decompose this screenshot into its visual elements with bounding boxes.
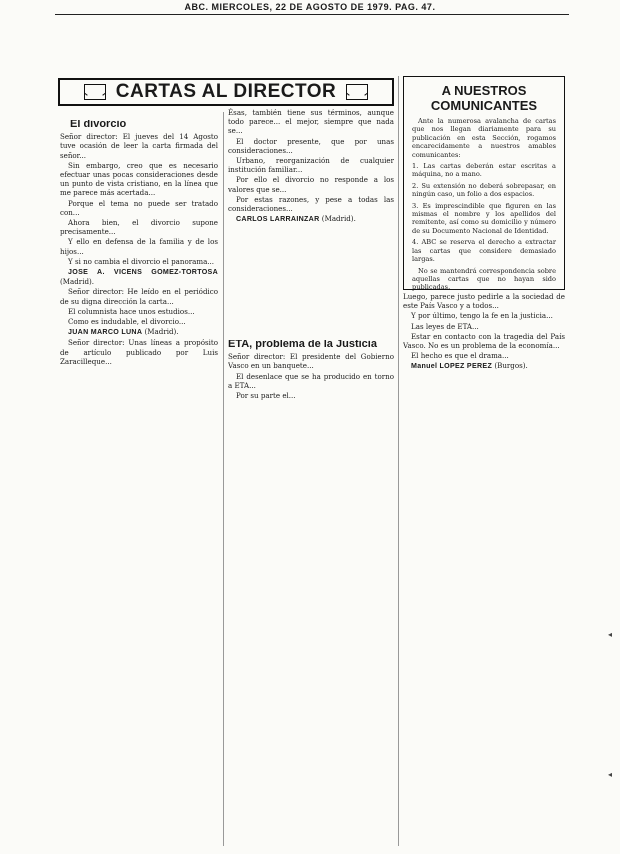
section-title: CARTAS AL DIRECTOR (115, 81, 337, 102)
paragraph: El columnista hace unos estudios... (68, 306, 195, 316)
section-banner (58, 78, 394, 106)
notice-title: A NUESTROS COMUNICANTES (430, 83, 538, 113)
signature-line (60, 267, 218, 286)
envelope-icon (346, 84, 368, 100)
divorce-title: El divorcio (70, 120, 127, 130)
column-2-eta (228, 340, 394, 846)
paragraph: Y ello en defensa de la familia y de los hijos... (60, 237, 218, 256)
notice-item: 4. ABC se reserva el derecho a extractar las cartas que considere demasiado largas. (412, 238, 556, 264)
notice-intro: Ante la numerosa avalancha de cartas que nos llegan diariamente para su publicación en esta Sección, rogamos encarecidamente a nuestros amables comunicantes: (412, 117, 556, 159)
margin-mark: ◂ (607, 770, 612, 779)
paragraph: Las leyes de ETA... (411, 321, 479, 331)
paragraph: Porque el tema no puede ser tratado con... (60, 198, 218, 217)
paragraph: Señor director: Unas líneas a propósito de artículo publicado por Luis Zaracilleque... (60, 338, 218, 366)
signature-line (60, 327, 218, 337)
envelope-icon (84, 84, 106, 100)
signature-place: (Burgos). (494, 361, 528, 371)
notice-item: 3. Es imprescindible que figuren en las mismas el nombre y los apellidos del remitente, así como su domicilio y número de su Documento Nacional de Identidad. (412, 201, 556, 235)
signature: CARLOS LARRAINZAR (236, 215, 320, 224)
paragraph: Señor director: El jueves del 14 Agosto tuve ocasión de leer la carta firmada del señor... (60, 132, 218, 160)
notice-item: 2. Su extensión no deberá sobrepasar, en ningún caso, un folio a dos espacios. (412, 181, 556, 199)
header-rule (55, 14, 569, 15)
column-divider (223, 112, 224, 846)
column-1 (60, 120, 218, 846)
paragraph: Por su parte el... (236, 391, 296, 401)
signature-line (403, 361, 565, 371)
signature-place: (Madrid). (321, 214, 356, 224)
paragraph: Urbano, reorganización de cualquier institución familiar... (228, 156, 394, 175)
signature-place: (Madrid). (144, 327, 179, 337)
paragraph: Señor director: He leído en el periódico de su digna dirección la carta... (60, 287, 218, 306)
paragraph: Por estas razones, y pese a todas las consideraciones... (228, 194, 394, 214)
paragraph: Y por último, tengo la fe en la justicia... (411, 311, 553, 321)
signature-place: (Madrid). (60, 277, 95, 287)
margin-mark: ◂ (607, 630, 612, 639)
column-divider (398, 76, 399, 846)
paragraph: Sin embargo, creo que es necesario efectuar unas pocas consideraciones desde un punto de vista cristiano, en la línea que me parece más acertada... (60, 160, 218, 198)
paragraph: Estar en contacto con la tragedia del País Vasco. No es un problema de la economía... (403, 331, 565, 351)
paragraph: Como es indudable, el divorcio... (68, 317, 186, 327)
notice-closing: No se mantendrá correspondencia sobre aquellas cartas que no hayan sido publicadas. (412, 266, 556, 292)
paragraph: El hecho es que el drama... (411, 351, 509, 361)
paragraph: Y si no cambia el divorcio el panorama... (68, 256, 215, 266)
column-2-top (228, 108, 394, 332)
paragraph: Por ello el divorcio no responde a los valores que se... (228, 175, 394, 194)
signature-line (228, 214, 394, 224)
notice-item: 1. Las cartas deberán estar escritas a máquina, no a mano. (412, 162, 556, 179)
notice-box (403, 76, 565, 290)
page-header: ABC. MIERCOLES, 22 DE AGOSTO DE 1979. PAG. 47. (184, 2, 436, 12)
paragraph: Señor director: El presidente del Gobierno Vasco en un banquete... (228, 352, 394, 371)
paragraph: Ésas, también tiene sus términos, aunque todo parece... el mejor, siempre que nada se... (228, 108, 394, 136)
eta-title: ETA, problema de la Justicia (228, 340, 377, 350)
signature: JUAN MARCO LUNA (68, 328, 143, 337)
paragraph: El desenlace que se ha producido en torno a ETA... (228, 371, 394, 390)
signature: JOSE A. VICENS GOMEZ-TORTOSA (68, 268, 218, 277)
signature: Manuel LOPEZ PEREZ (411, 362, 493, 371)
paragraph: Luego, parece justo pedirle a la sociedad de este País Vasco y a todos... (403, 292, 565, 311)
paragraph: El doctor presente, que por unas consideraciones... (228, 136, 394, 155)
column-3 (403, 292, 565, 846)
paragraph: Ahora bien, el divorcio supone precisamente... (60, 218, 218, 237)
